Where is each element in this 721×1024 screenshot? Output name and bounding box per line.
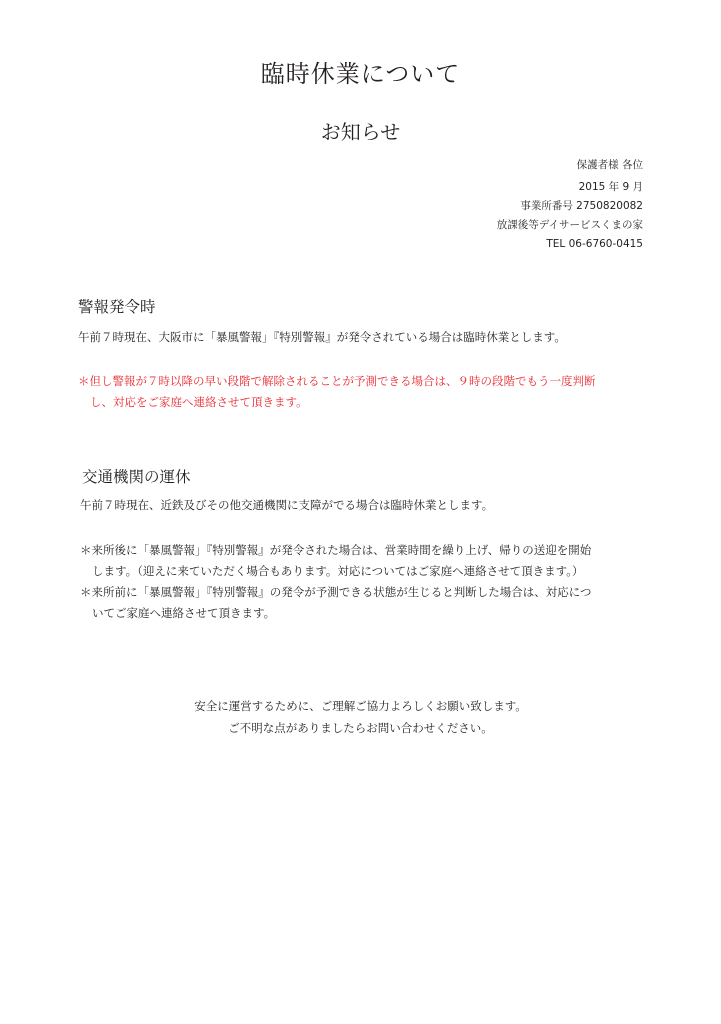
section-heading-transport: 交通機関の運休 bbox=[82, 468, 191, 486]
organization-line: 放課後等デイサービスくまの家 bbox=[496, 219, 643, 231]
transport-note-line: ＊来所前に「暴風警報」『特別警報』の発令が予測できる状態が生じると判断した場合は、対応につ bbox=[80, 585, 592, 599]
recipient-line: 保護者様 各位 bbox=[576, 159, 643, 171]
transport-note-line: ＊来所後に「暴風警報」『特別警報』が発令された場合は、営業時間を繰り上げ、帰りの送迎を開始 bbox=[80, 543, 592, 557]
section-heading-warning: 警報発令時 bbox=[78, 298, 156, 316]
transport-note-before-arrival bbox=[80, 582, 660, 624]
warning-note-line: し、対応をご家庭へ連絡させて頂きます。 bbox=[90, 395, 308, 409]
transport-note-line: いてご家庭へ連絡させて頂きます。 bbox=[92, 606, 276, 620]
warning-note-line: ＊但し警報が７時以降の早い段階で解除されることが予測できる場合は、９時の段階でもう一度判断 bbox=[78, 374, 596, 388]
closing-line: ご不明な点がありましたらお問い合わせください。 bbox=[228, 721, 493, 735]
section-body-warning: 午前７時現在、大阪市に「暴風警報」『特別警報』が発令されている場合は臨時休業とします。 bbox=[78, 330, 566, 344]
tel-line: TEL 06-6760-0415 bbox=[546, 238, 643, 250]
warning-note bbox=[78, 371, 658, 413]
document-title: 臨時休業について bbox=[260, 60, 461, 88]
sender-info-block bbox=[497, 156, 643, 254]
section-body-transport: 午前７時現在、近鉄及びその他交通機関に支障がでる場合は臨時休業とします。 bbox=[80, 498, 494, 512]
office-number-line: 事業所番号 2750820082 bbox=[520, 200, 643, 212]
document-subtitle: お知らせ bbox=[320, 120, 401, 144]
date-line: 2015 年 9 月 bbox=[578, 181, 643, 193]
transport-note-after-arrival bbox=[80, 540, 660, 582]
transport-note-line: します。（迎えに来ていただく場合もあります。対応についてはご家庭へ連絡させて頂きます。） bbox=[92, 564, 584, 578]
closing-line: 安全に運営するために、ご理解ご協力よろしくお願い致します。 bbox=[194, 699, 527, 713]
closing-message bbox=[0, 695, 721, 739]
